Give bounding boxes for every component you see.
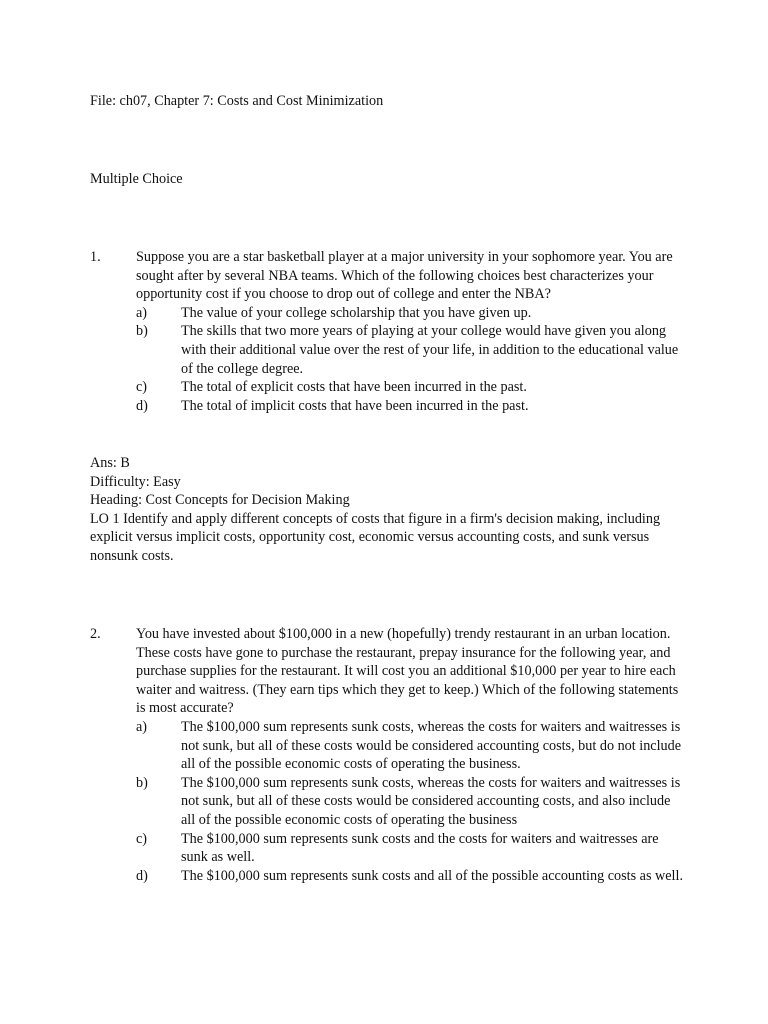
question-number: 1. [90,249,101,265]
option-text: The $100,000 sum represents sunk costs and all of the possible accounting costs as well. [181,867,683,884]
question-number: 2. [90,626,101,642]
learning-objective: LO 1 Identify and apply different concepts of costs that figure in a firm's decision making, including explicit versus implicit costs, opportunity cost, economic versus accounting costs, and sunk versus nonsunk costs. [90,510,661,564]
option-text: The skills that two more years of playing at your college would have given you along with their additional value over the rest of your life, in addition to the educational value of the college degree. [181,323,679,377]
option-label: b) [136,774,148,791]
option-text: The $100,000 sum represents sunk costs and the costs for waiters and waitresses are sunk as well. [181,830,659,866]
option-a [136,718,690,774]
question-stem: You have invested about $100,000 in a new (hopefully) trendy restaurant in an urban location. These costs have gone to purchase the restaurant, prepay insurance for the following year, and purchase supplies for the restaurant. It will cost you an additional $10,000 per year to hire each waiter and waitress. (They earn tips which they get to keep.) Which of the following statements is most accurate? [136,626,679,717]
option-text: The $100,000 sum represents sunk costs, whereas the costs for waiters and waitresses is not sunk, but all of these costs would be considered accounting costs, but do not include all of the possible economic costs of operating the business. [181,718,682,773]
answer: Ans: B [90,455,130,471]
option-c [136,830,690,867]
question-1 [90,248,690,415]
question-1-metadata [90,454,680,566]
option-label: c) [136,379,148,396]
option-text: The total of implicit costs that have been incurred in the past. [181,397,529,414]
option-d [136,867,690,886]
option-c [136,378,690,397]
option-label: a) [136,304,148,321]
heading: Heading: Cost Concepts for Decision Making [90,492,350,509]
option-a [136,304,690,323]
question-2 [90,625,690,885]
option-label: a) [136,718,148,735]
option-b [136,774,690,830]
file-title: File: ch07, Chapter 7: Costs and Cost Minimization [90,93,384,109]
option-d [136,397,690,416]
option-label: c) [136,830,148,847]
option-text: The value of your college scholarship that you have given up. [181,304,532,321]
question-stem: Suppose you are a star basketball player at a major university in your sophomore year. You are sought after by several NBA teams. Which of the following choices best characterizes your opportunity cost if you choose to drop out of college and enter the NBA? [136,249,673,303]
option-label: d) [136,867,148,884]
option-text: The total of explicit costs that have been incurred in the past. [181,379,527,396]
option-text: The $100,000 sum represents sunk costs, whereas the costs for waiters and waitresses is not sunk, but all of these costs would be considered accounting costs, and also include all of the possible economic costs of operating the business [181,774,681,828]
option-b [136,322,690,378]
option-label: d) [136,397,148,414]
option-label: b) [136,323,148,340]
difficulty: Difficulty: Easy [90,473,181,490]
section-heading: Multiple Choice [90,171,183,187]
